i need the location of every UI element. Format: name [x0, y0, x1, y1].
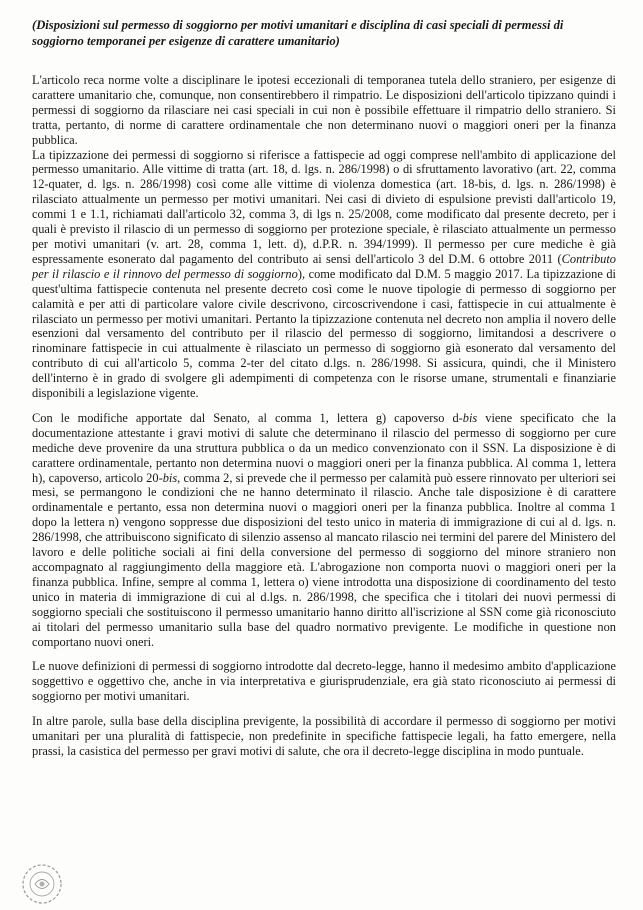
paragraph-4: Le nuove definizioni di permessi di soggiorno introdotte dal decreto-legge, hanno il medesimo ambito d'applicazione soggettivo e oggettivo che, anche in via interpretativa e giurisprudenziale, era già stato riconosciuto ai permessi di soggiorno per motivi umanitari.: [32, 659, 616, 704]
section-heading: (Disposizioni sul permesso di soggiorno per motivi umanitari e disciplina di casi speciali di permessi di soggiorno temporanei per esigenze di carattere umanitario): [32, 18, 564, 48]
document-body: [32, 73, 616, 759]
paragraph-2: [32, 148, 616, 401]
paragraph-3-italic-a: bis: [462, 410, 478, 425]
paragraph-1: L'articolo reca norme volte a disciplinare le ipotesi eccezionali di temporanea tutela dello straniero, per esigenze di carattere umanitario che, comunque, non consentirebbero il rimpatrio. Le disposizioni dell'articolo tipizzano quindi i permessi di soggiorno da rilasciare nei casi speciali in cui non è possibile effettuare il rimpatrio dello straniero. Si tratta, pertanto, di norme di carattere ordinamentale che non determinano nuovi o maggiori oneri per la finanza pubblica.: [32, 73, 616, 147]
official-stamp-seal: [20, 862, 64, 906]
paragraph-3: [32, 411, 616, 650]
paragraph-3-part-b: viene specificato che la documentazione attestante i gravi motivi di salute che determinano il rilascio del permesso di soggiorno per cure mediche deve provenire da una struttura pubblica o da un medico convenzionato con il SSN. La disposizione è di carattere ordinamentale, pertanto non determina nuovi o maggiori oneri per la finanza pubblica. Al comma 1, lettera h), capoverso, articolo 20-: [32, 410, 616, 485]
paragraph-3-part-c: , comma 2, si prevede che il permesso per calamità può essere rinnovato per ulteriori sei mesi, se permangono le condizioni che ne hanno determinato il rilascio. Anche tale disposizione è di carattere ordinamentale e pertanto, essa non determina nuovi o maggiori oneri per la finanza pubblica. Inoltre al comma 1 dopo la lettera n) vengono soppresse due disposizioni del testo unico in materia di immigrazione di cui al d. lgs. n. 286/1998, che attribuiscono significato di silenzio assenso al mancato rilascio nei termini del parere del Ministero del lavoro e delle politiche sociali ai fini della conversione del permesso di soggiorno del minore straniero non accompagnato al raggiungimento della maggiore età. L'abrogazione non comporta nuovi o maggiori oneri per la finanza pubblica. Infine, sempre al comma 1, lettera o) viene introdotta una disposizione di coordinamento del testo unico in materia di immigrazione di cui al d.lgs. n. 286/1998, che specifica che i titolari dei nuovi permessi di soggiorno speciali che sostituiscono il permesso umanitario hanno diritto all'iscrizione al SSN come già riconosciuto ai titolari del permesso umanitario sulla base del quadro normativo previgente. Le modifiche in questione non comportano nuovi oneri.: [32, 470, 616, 649]
paragraph-5: In altre parole, sulla base della disciplina previgente, la possibilità di accordare il permesso di soggiorno per motivi umanitari per una pluralità di fattispecie, non predefinite in specifiche fattispecie legali, ha fatto emergere, nella prassi, la casistica del permesso per gravi motivi di salute, che ora il decreto-legge disciplina in modo puntuale.: [32, 714, 616, 758]
paragraph-2-title-italic: Contributo per il rilascio e il rinnovo del permesso di soggiorno: [32, 251, 616, 281]
paragraph-3-italic-b: bis: [162, 470, 178, 485]
paragraph-2-part-b: ), come modificato dal D.M. 5 maggio 2017. La tipizzazione di quest'ultima fattispecie contenuta nel presente decreto così come le nuove tipologie di permesso di soggiorno per calamità e per atti di particolare valore civile descrivono, circoscrivendone i casi, fattispecie in cui attualmente è rilasciato un permesso per motivi umanitari. Pertanto la tipizzazione contenuta nel decreto non amplia il novero delle esenzioni dal versamento del contributo per il rilascio del permesso di soggiorno, limitandosi a descrivere o rinominare fattispecie in cui attualmente è rilasciato un permesso di soggiorno già esonerato dal versamento del contributo di cui all'articolo 5, comma 2-ter del citato d.lgs. n. 286/1998. Si assicura, quindi, che il Ministero dell'interno è in grado di svolgere gli adempimenti di competenza con le risorse umane, strumentali e finanziarie disponibili a legislazione vigente.: [32, 266, 616, 401]
paragraph-2-part-a: La tipizzazione dei permessi di soggiorno si riferisce a fattispecie ad oggi comprese nell'ambito di applicazione del permesso umanitario. Alle vittime di tratta (art. 18, d. lgs. n. 286/1998) o di sfruttamento lavorativo (art. 22, comma 12-quater, d. lgs. n. 286/1998) così come alle vittime di violenza domestica (art. 18-bis, d. lgs. n. 286/1998) è rilasciato attualmente un permesso per motivi umanitari. Nei casi di divieto di espulsione previsti dall'articolo 19, commi 1 e 1.1, richiamati dall'articolo 32, comma 3, di lgs n. 25/2008, come modificato dal presente decreto, per i quali è previsto il rilascio di un permesso di soggiorno per protezione speciale, è rilasciato attualmente un permesso per motivi umanitari (v. art. 28, comma 1, lett. d), d.P.R. n. 394/1999). Il permesso per cure mediche è già espressamente esonerato dal pagamento del contributo ai sensi dell'articolo 3 del D.M. 6 ottobre 2011 (: [32, 147, 616, 266]
paragraph-3-part-a: Con le modifiche apportate dal Senato, al comma 1, lettera g) capoverso d-: [32, 410, 463, 425]
